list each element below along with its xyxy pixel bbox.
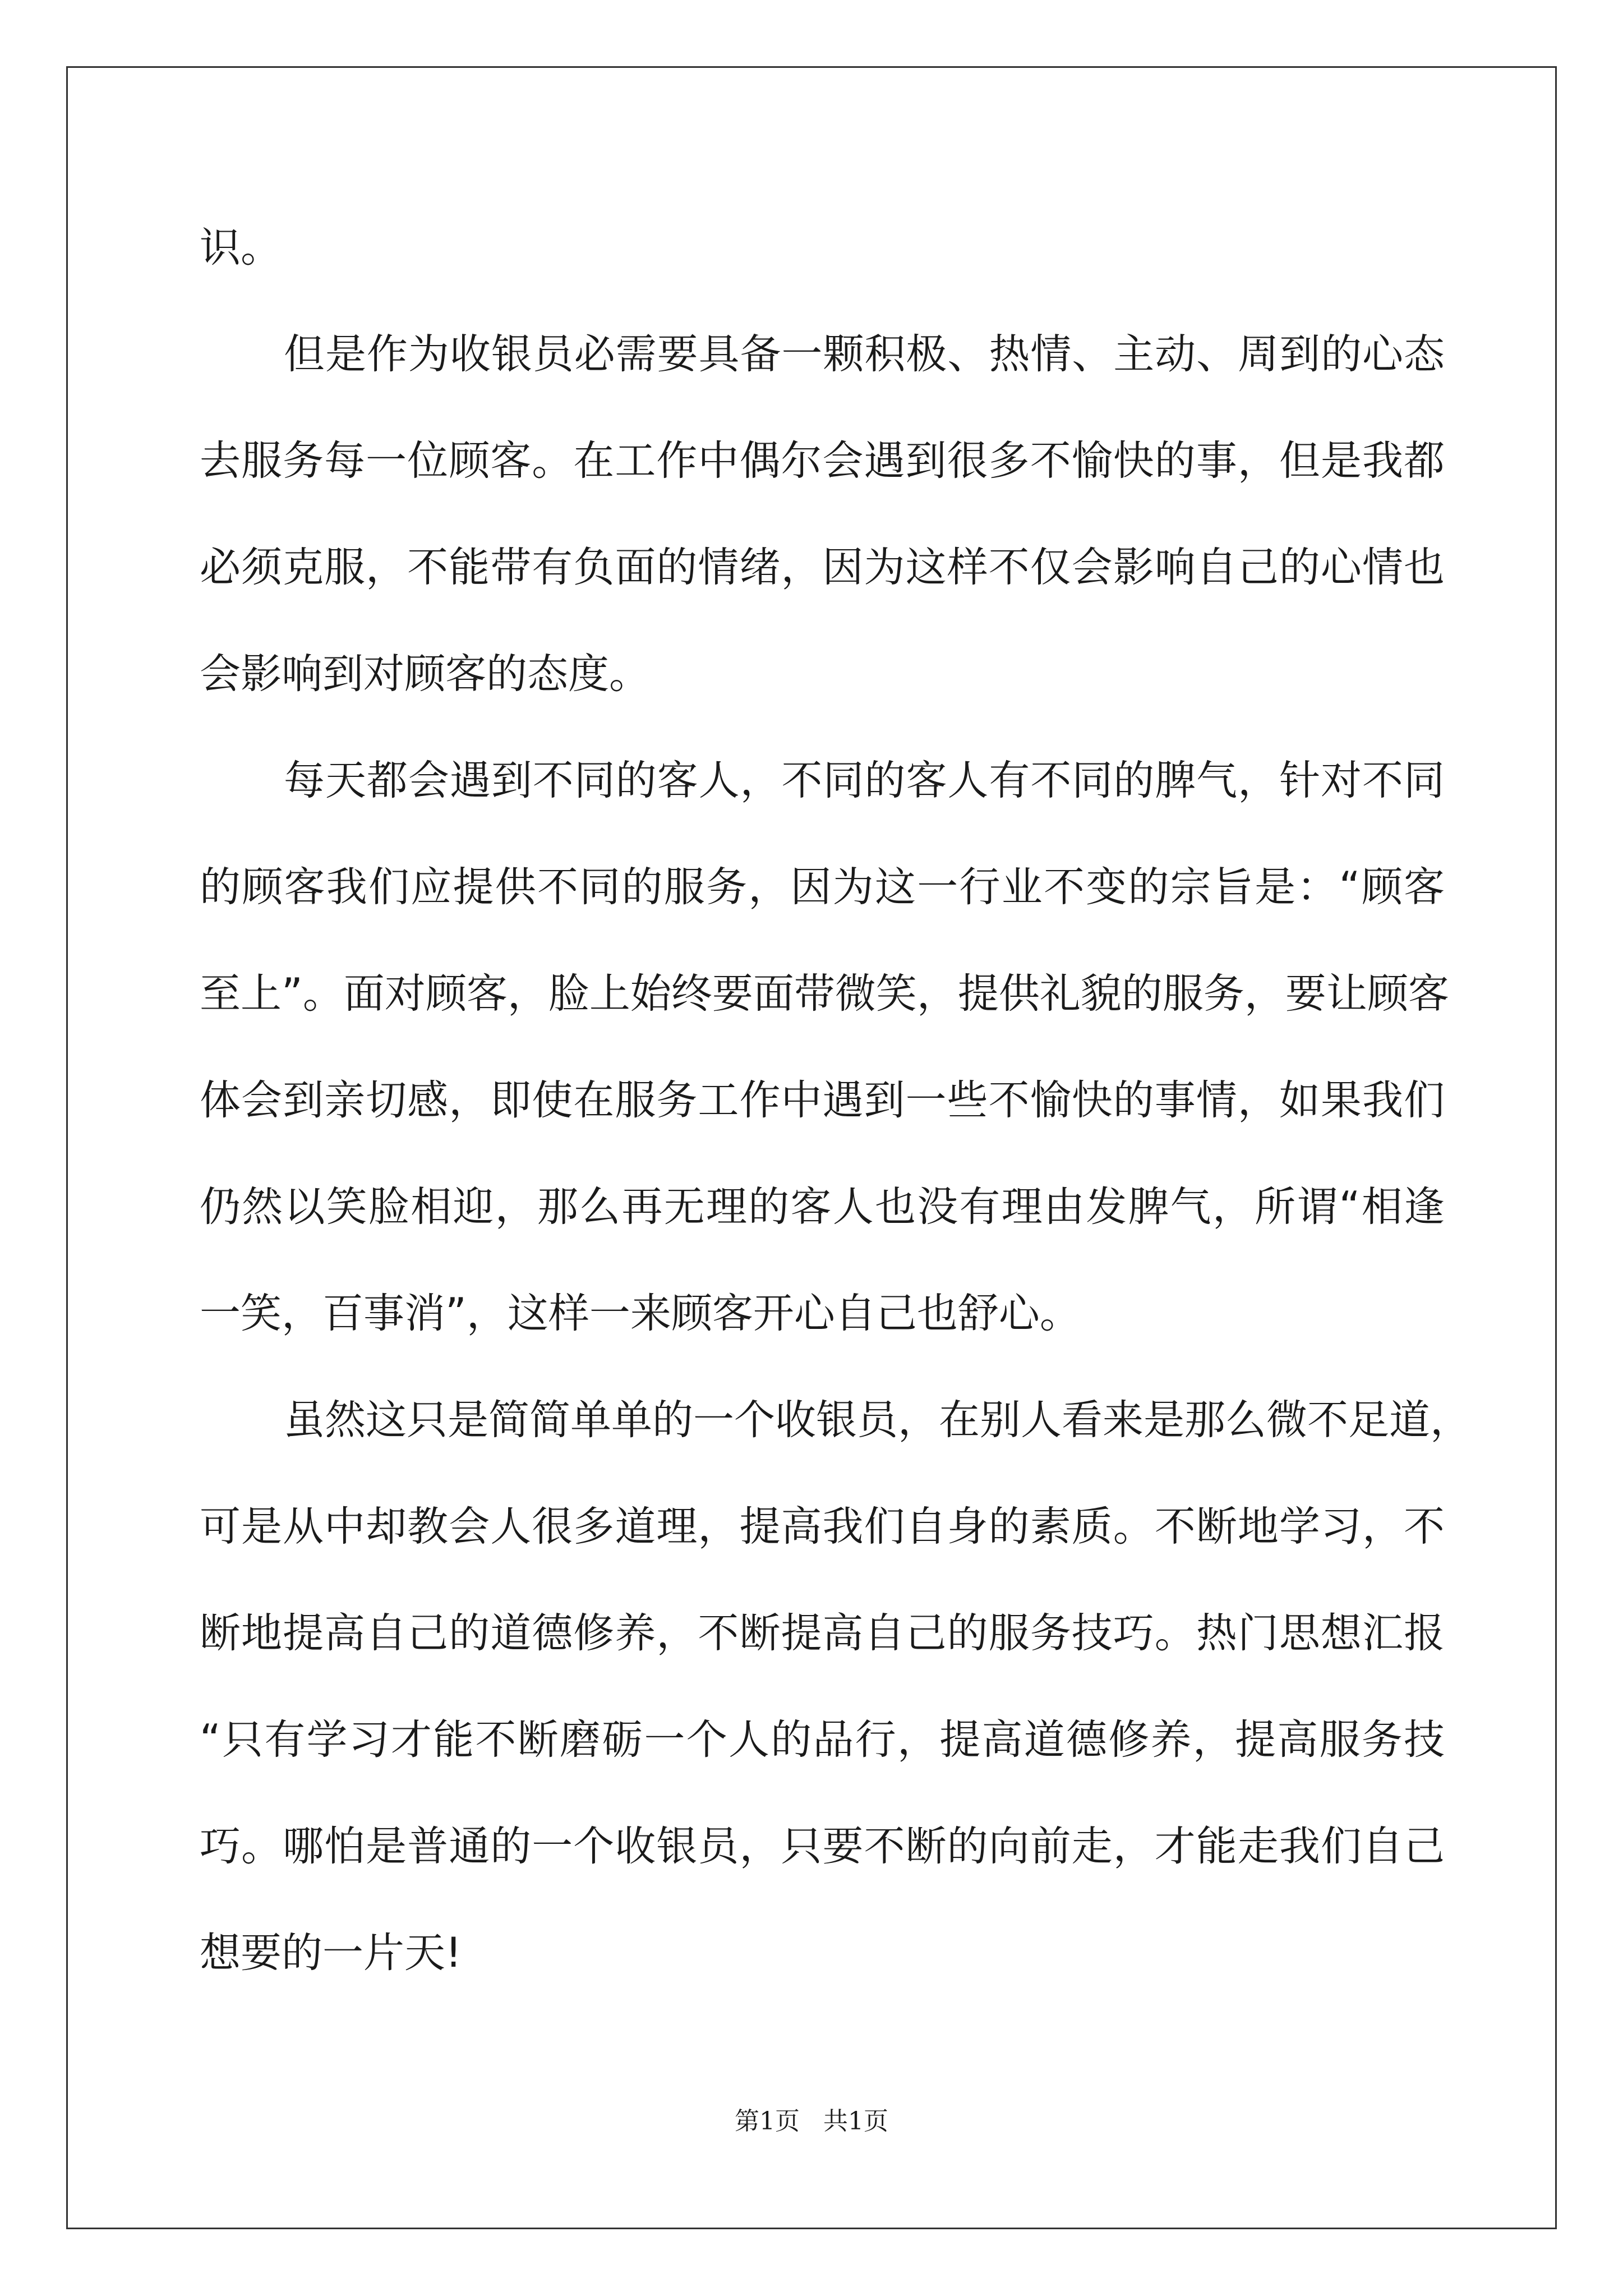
page-border bbox=[66, 66, 1557, 2229]
paragraph-line: 去服务每一位顾客。在工作中偶尔会遇到很多不愉快的事，但是我都 bbox=[200, 437, 1445, 485]
paragraph-line: 可是从中却教会人很多道理，提高我们自身的素质。不断地学习，不 bbox=[200, 1503, 1445, 1550]
paragraph-first-line: 虽然这只是简简单单的一个收银员，在别人看来是那么微不足道， bbox=[284, 1396, 1471, 1444]
page-total: 共1页 bbox=[823, 2107, 888, 2136]
paragraph-line: “只有学习才能不断磨砺一个人的品行，提高道德修养，提高服务技 bbox=[200, 1716, 1445, 1764]
paragraph-line: 巧。哪怕是普通的一个收银员，只要不断的向前走，才能走我们自己 bbox=[200, 1823, 1445, 1870]
paragraph-first-line: 但是作为收银员必需要具备一颗积极、热情、主动、周到的心态 bbox=[284, 330, 1445, 378]
paragraph-line: 断地提高自己的道德修养，不断提高自己的服务技巧。热门思想汇报 bbox=[200, 1609, 1445, 1657]
paragraph-line: 识。 bbox=[200, 224, 282, 272]
paragraph-line: 体会到亲切感，即使在服务工作中遇到一些不愉快的事情，如果我们 bbox=[200, 1076, 1445, 1124]
paragraph-line: 至上”。面对顾客，脸上始终要面带微笑，提供礼貌的服务，要让顾客 bbox=[200, 970, 1449, 1018]
paragraph-line: 会影响到对顾客的态度。 bbox=[200, 650, 650, 698]
page-footer bbox=[0, 2105, 1623, 2138]
paragraph-line: 想要的一片天! bbox=[200, 1929, 462, 1977]
paragraph-first-line: 每天都会遇到不同的客人，不同的客人有不同的脾气，针对不同 bbox=[284, 757, 1445, 804]
paragraph-line: 必须克服，不能带有负面的情绪，因为这样不仅会影响自己的心情也 bbox=[200, 544, 1445, 591]
paragraph-line: 一笑，百事消”，这样一来顾客开心自己也舒心。 bbox=[200, 1290, 1081, 1337]
page-number: 第1页 bbox=[735, 2107, 800, 2136]
paragraph-line: 仍然以笑脸相迎，那么再无理的客人也没有理由发脾气，所谓“相逢 bbox=[200, 1183, 1445, 1231]
paragraph-line: 的顾客我们应提供不同的服务，因为这一行业不变的宗旨是：“顾客 bbox=[200, 863, 1445, 911]
